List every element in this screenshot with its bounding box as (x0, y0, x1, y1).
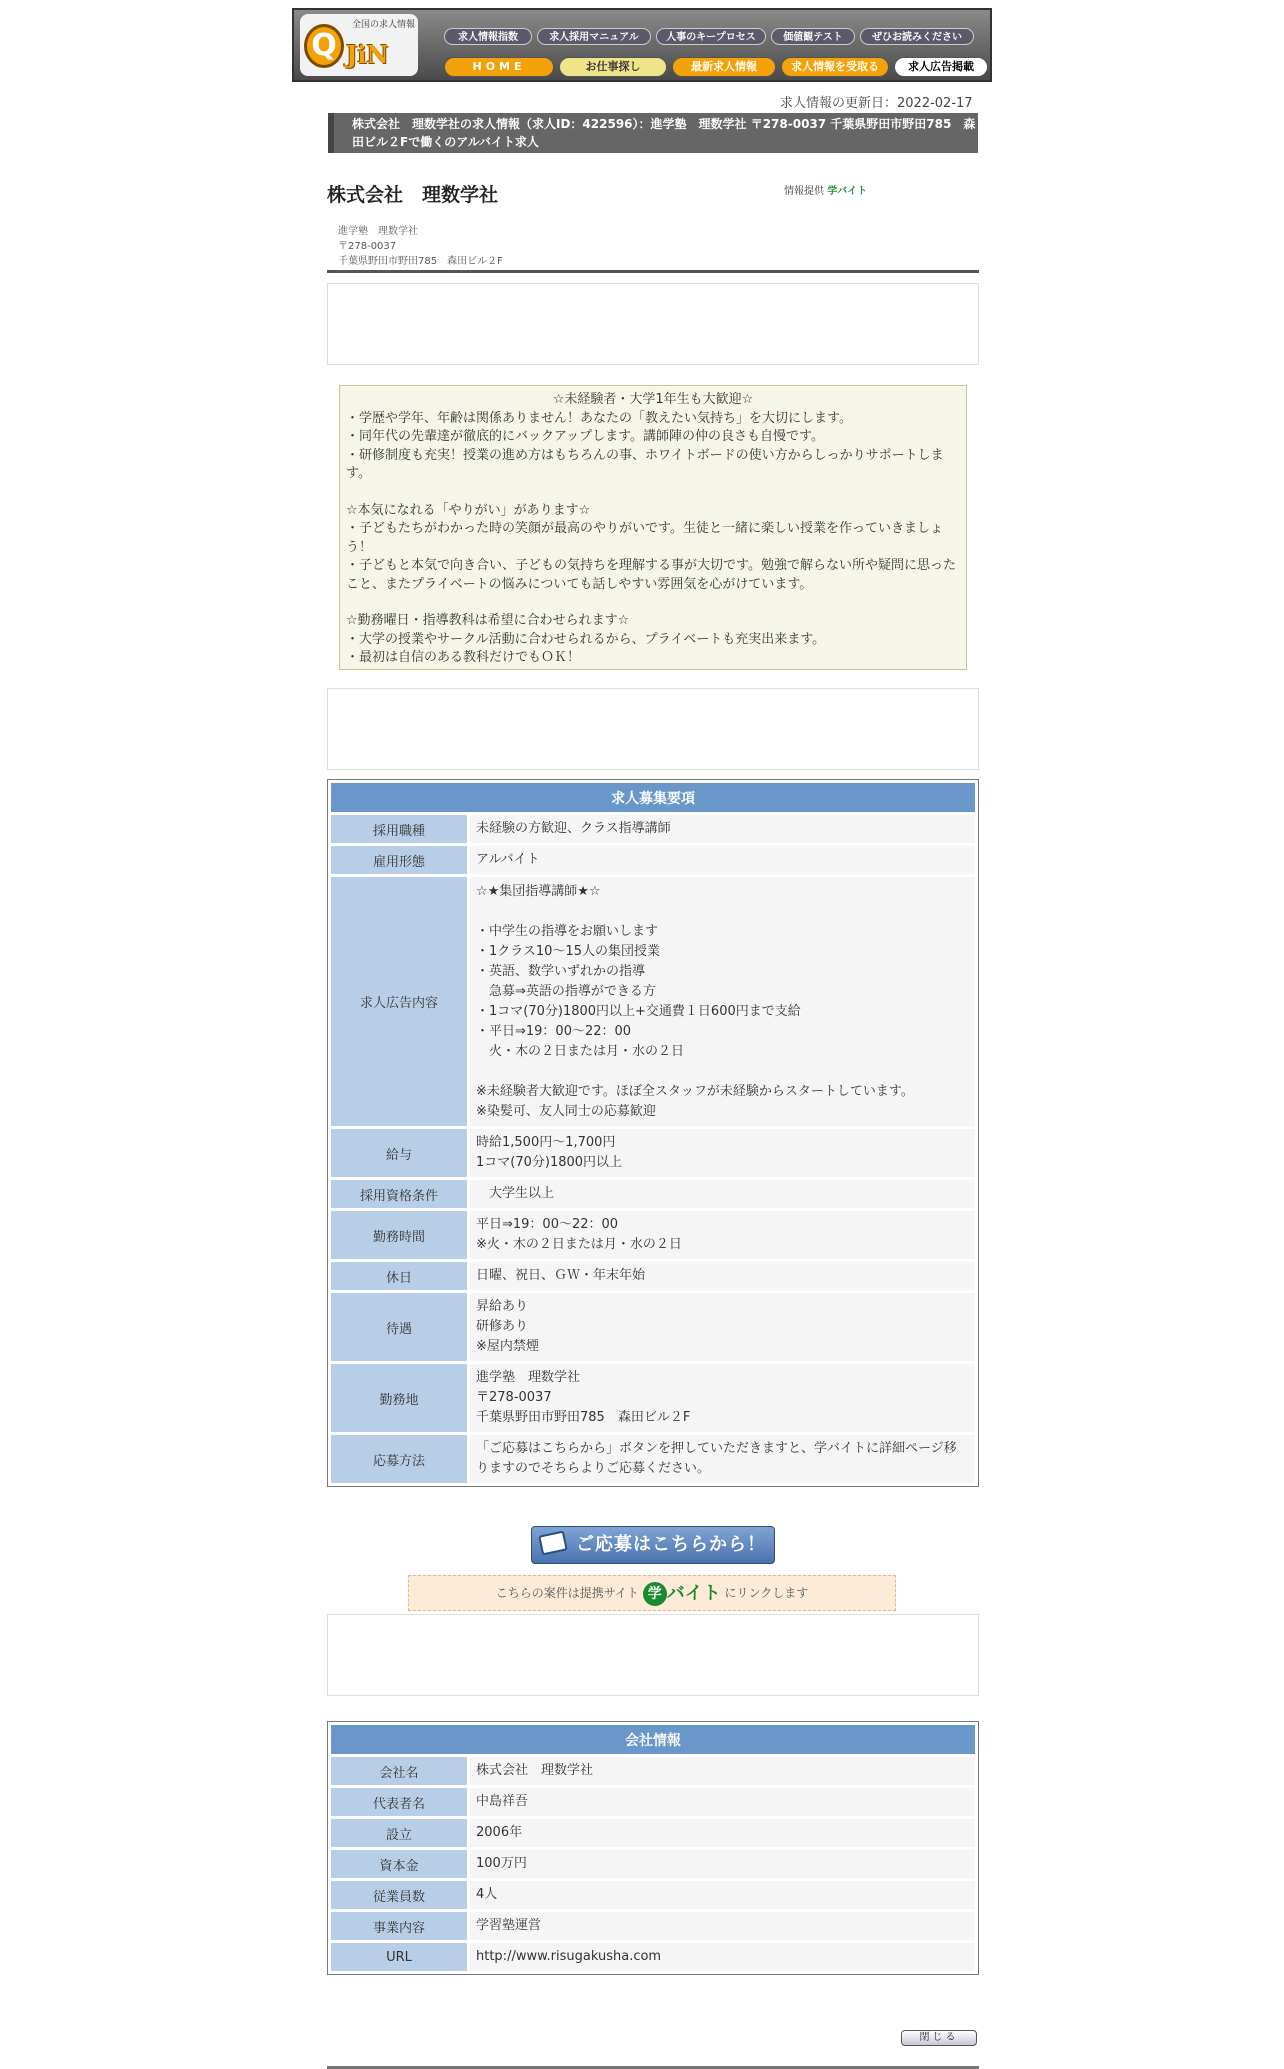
envelope-icon (538, 1531, 568, 1556)
pr-heading: ☆本気になれる「やりがい」があります☆ (346, 502, 591, 518)
row-label: 設立 (331, 1819, 467, 1847)
row-value: 平日⇒19：00～22：00 ※火・木の２日または月・水の２日 (470, 1211, 975, 1259)
row-label: URL (331, 1943, 467, 1971)
pr-line: ・子どもたちがわかった時の笑顔が最高のやりがいです。生徒と一緒に楽しい授業を作っていきましょう！ (346, 521, 943, 555)
nav-job-search[interactable]: お仕事探し (559, 57, 667, 77)
logo-tagline: 全国の求人情報 (352, 20, 416, 30)
row-value: 株式会社 理数学社 (470, 1757, 975, 1785)
page-title-bar: 株式会社 理数学社の求人情報（求人ID：422596）：進学塾 理数学社 〒278-0037 千葉県野田市野田785 森田ビル２Fで働くのアルバイト求人 (328, 113, 978, 153)
row-value: 未経験の方歓迎、クラス指導講師 (470, 815, 975, 843)
row-value: 時給1,500円～1,700円 1コマ(70分)1800円以上 (470, 1129, 975, 1177)
nav-home[interactable]: HOME (444, 57, 554, 77)
logo-q: Q (304, 24, 344, 68)
partner-logo (643, 1583, 721, 1604)
nav-hiring-manual[interactable]: 求人採用マニュアル (537, 28, 651, 45)
divider (327, 270, 979, 273)
partner-text: こちらの案件は提携サイト (495, 1586, 639, 1600)
row-label: 勤務地 (331, 1364, 467, 1432)
company-info-table (327, 1721, 979, 1975)
address-line: 進学塾 理数学社 (338, 226, 418, 237)
ad-slot (327, 1614, 979, 1696)
row-value: 中島祥吾 (470, 1788, 975, 1816)
ad-slot (327, 283, 979, 365)
row-label: 従業員数 (331, 1881, 467, 1909)
table-header: 会社情報 (331, 1725, 975, 1754)
nav-latest-jobs[interactable]: 最新求人情報 (672, 57, 776, 77)
pr-heading: ☆勤務曜日・指導教科は希望に合わせられます☆ (346, 613, 630, 628)
row-value: 4人 (470, 1881, 975, 1909)
info-provider (784, 182, 867, 197)
table-header: 求人募集要項 (331, 783, 975, 812)
row-label: 資本金 (331, 1850, 467, 1878)
address-line: 〒278-0037 (338, 241, 397, 252)
pr-line: ・学歴や学年、年齢は関係ありません！あなたの「教えたい気持ち」を大切にします。 (346, 410, 852, 426)
row-value: ☆★集団指導講師★☆ ・中学生の指導をお願いします ・1クラス10～15人の集団授業 ・英語、数学いずれかの指導 急募⇒英語の指導ができる方 ・1コマ(70分)1800円以上+交通費１日600円まで支給 ・平日⇒19：00～22：00 火・木の２日または月・水の２日 ※未経験者大歓迎です。ほぼ全スタッフが未経験からスタートしています。 ※染髪可、友人同士の応募歓迎 (470, 877, 975, 1126)
nav-please-read[interactable]: ぜひお読みください (860, 28, 974, 45)
pr-line: ・同年代の先輩達が徹底的にバックアップします。講師陣の仲の良さも自慢です。 (346, 429, 825, 444)
row-label: 応募方法 (331, 1435, 467, 1483)
pr-line: ・最初は自信のある教科だけでもＯＫ！ (346, 650, 581, 665)
site-logo[interactable] (300, 14, 418, 76)
close-button[interactable]: 閉じる (901, 2030, 977, 2046)
row-value: 進学塾 理数学社 〒278-0037 千葉県野田市野田785 森田ビル２F (470, 1364, 975, 1432)
row-value: アルバイト (470, 846, 975, 874)
company-name: 株式会社 理数学社 (327, 184, 499, 206)
pr-line: ・大学の授業やサークル活動に合わせられるから、プライベートも充実出来ます。 (346, 631, 826, 647)
pr-line: ・子どもと本気で向き合い、子どもの気持ちを理解する事が大切です。勉強で解らない所や疑問に思ったこと、またプライベートの悩みについても話しやすい雰囲気を心がけています。 (346, 558, 956, 592)
row-label: 採用職種 (331, 815, 467, 843)
row-value: 「ご応募はこちらから」ボタンを押していただきますと、学バイトに詳細ページ移りますのでそちらよりご応募ください。 (470, 1435, 975, 1483)
job-details-table (327, 779, 979, 1487)
row-value: 大学生以上 (470, 1180, 975, 1208)
pr-line: ・研修制度も充実！授業の進め方はもちろんの事、ホワイトボードの使い方からしっかりサポートします。 (346, 447, 944, 481)
partner-logo-circle: 学 (643, 1582, 667, 1606)
nav-job-index[interactable]: 求人情報指数 (444, 28, 532, 45)
pr-message-box (339, 385, 967, 670)
logo-jin: JiN (346, 40, 389, 69)
row-label: 待遇 (331, 1293, 467, 1361)
row-value: 日曜、祝日、ＧＷ・年末年始 (470, 1262, 975, 1290)
address-line: 千葉県野田市野田785 森田ビル２F (338, 256, 503, 267)
site-header (292, 8, 992, 82)
row-label: 代表者名 (331, 1788, 467, 1816)
nav-post-ad[interactable]: 求人広告掲載 (894, 57, 988, 77)
company-url-link[interactable]: http://www.risugakusha.com (470, 1943, 975, 1971)
partner-logo-text: バイト (666, 1582, 721, 1604)
row-label: 会社名 (331, 1757, 467, 1785)
updated-date: 求人情報の更新日：2022-02-17 (780, 96, 973, 111)
pr-heading: ☆未経験者・大学1年生も大歓迎☆ (552, 392, 754, 407)
row-label: 採用資格条件 (331, 1180, 467, 1208)
apply-button[interactable] (531, 1526, 775, 1564)
row-value: 2006年 (470, 1819, 975, 1847)
row-label: 求人広告内容 (331, 877, 467, 1126)
row-value: 100万円 (470, 1850, 975, 1878)
apply-button-label: ご応募はこちらから！ (576, 1534, 766, 1555)
nav-hr-key-process[interactable]: 人事のキープロセス (656, 28, 766, 45)
ad-slot (327, 688, 979, 770)
nav-receive-jobs[interactable]: 求人情報を受取る (781, 57, 889, 77)
row-value: 学習塾運営 (470, 1912, 975, 1940)
partner-text: にリンクします (724, 1586, 809, 1600)
row-label: 休日 (331, 1262, 467, 1290)
company-address (338, 224, 503, 269)
row-value: 昇給あり 研修あり ※屋内禁煙 (470, 1293, 975, 1361)
provider-logo: 学バイト (827, 186, 868, 197)
nav-values-test[interactable]: 価値観テスト (771, 28, 855, 45)
row-label: 勤務時間 (331, 1211, 467, 1259)
row-label: 雇用形態 (331, 846, 467, 874)
row-label: 事業内容 (331, 1912, 467, 1940)
partner-link-note[interactable] (408, 1575, 896, 1611)
provider-label: 情報提供 (784, 186, 824, 197)
row-label: 給与 (331, 1129, 467, 1177)
